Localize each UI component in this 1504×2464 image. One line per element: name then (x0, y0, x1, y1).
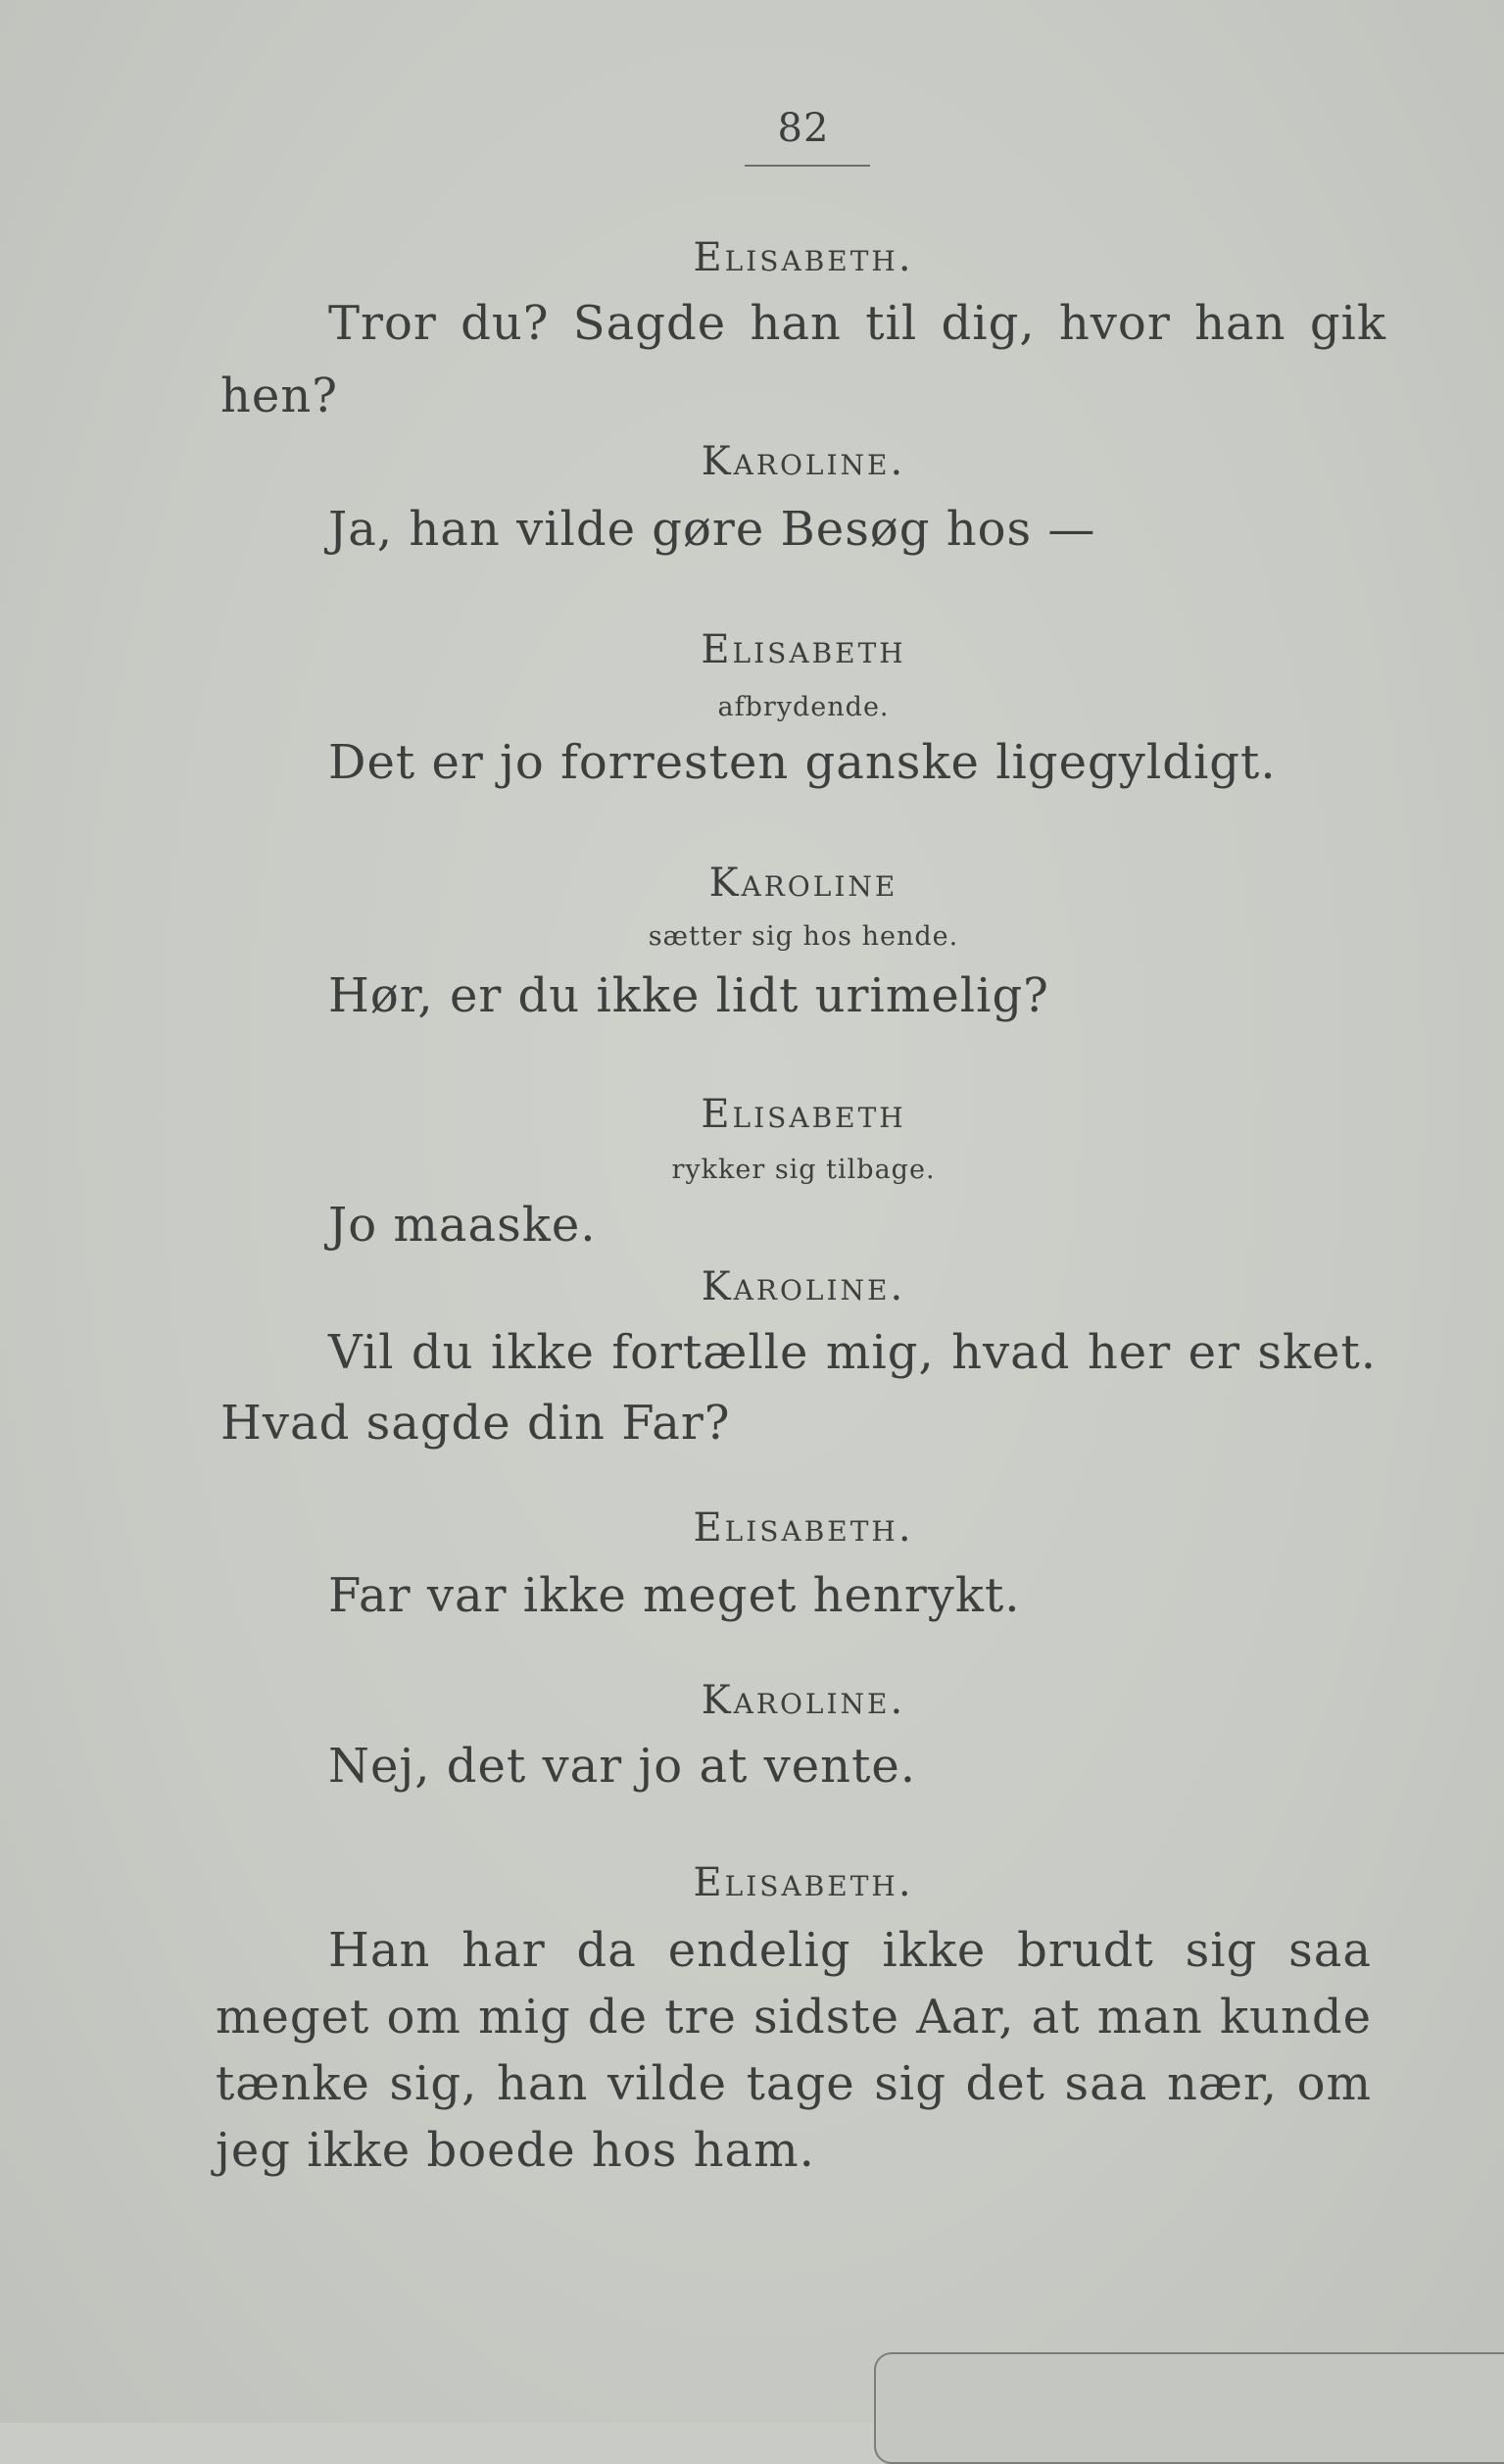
speaker-name: Elisabeth (701, 627, 906, 672)
speaker-name: Karoline. (701, 1264, 906, 1309)
dialogue-line: Far var ikke meget henrykt. (328, 1568, 1021, 1623)
speaker-name: Karoline (708, 861, 898, 906)
speaker-name: Karoline. (701, 1678, 906, 1723)
stage-direction: rykker sig tilbage. (671, 1155, 936, 1185)
dialogue-line: tænke sig, han vilde tage sig det saa nær, om (216, 2056, 1372, 2111)
dialogue-line: Tror du? Sagde han til dig, hvor han gik (328, 296, 1386, 351)
page-tab-edge (874, 2352, 1504, 2464)
dialogue-line: Han har da endelig ikke brudt sig saa (328, 1923, 1372, 1978)
dialogue-line: jeg ikke boede hos ham. (216, 2123, 815, 2178)
stage-direction: sætter sig hos hende. (648, 921, 959, 952)
dialogue-line: Vil du ikke fortælle mig, hvad her er sket. (328, 1325, 1377, 1380)
dialogue-line: Det er jo forresten ganske ligegyldigt. (328, 735, 1277, 790)
page-number: 82 (777, 106, 830, 151)
dialogue-line: Hvad sagde din Far? (220, 1396, 731, 1451)
speaker-name: Elisabeth (701, 1092, 906, 1137)
header-rule (745, 165, 870, 167)
stage-direction: afbrydende. (717, 692, 890, 722)
dialogue-line: Ja, han vilde gøre Besøg hos — (328, 502, 1096, 557)
speaker-name: Elisabeth. (693, 1860, 914, 1905)
speaker-name: Karoline. (701, 439, 906, 484)
dialogue-line: Nej, det var jo at vente. (328, 1739, 917, 1794)
dialogue-line: meget om mig de tre sidste Aar, at man kunde (216, 1990, 1372, 2045)
dialogue-line: Hør, er du ikke lidt urimelig? (328, 968, 1049, 1023)
dialogue-line: Jo maaske. (328, 1198, 597, 1253)
speaker-name: Elisabeth. (693, 235, 914, 280)
speaker-name: Elisabeth. (693, 1505, 914, 1551)
dialogue-line: hen? (220, 369, 338, 423)
